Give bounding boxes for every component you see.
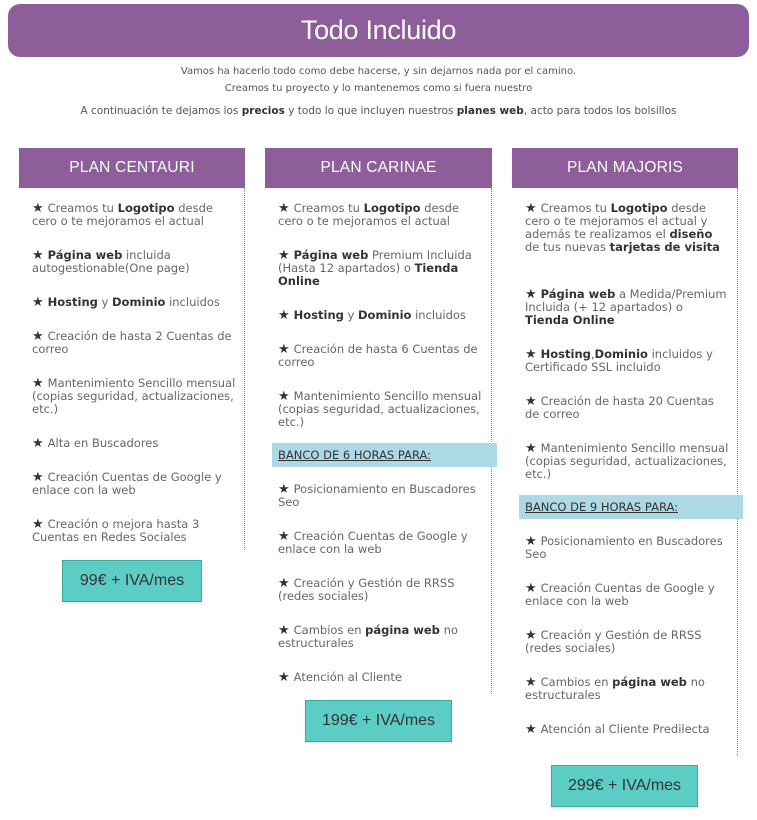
feature-item: ★ Hosting,Dominio incluidos y Certificado SSL incluido <box>525 347 713 374</box>
hours-bank-heading: BANCO DE 9 HORAS PARA: <box>519 495 743 519</box>
star-icon: ★ <box>278 342 290 357</box>
star-icon: ★ <box>278 389 290 404</box>
feature-item: ★ Página web incluida autogestionable(One page) <box>32 248 190 275</box>
feature-item: ★ Cambios en página web no estructurales <box>525 675 705 702</box>
intro-line-3: A continuación te dejamos los precios y todo lo que incluyen nuestros planes web, acto para todos los bolsillos <box>80 105 677 117</box>
star-icon: ★ <box>525 287 537 302</box>
hours-bank-heading: BANCO DE 6 HORAS PARA: <box>272 443 497 467</box>
star-icon: ★ <box>278 576 290 591</box>
feature-item: ★ Mantenimiento Sencillo mensual (copias seguridad, actualizaciones, etc.) <box>278 389 482 429</box>
plan-carinae-card <box>265 148 492 694</box>
feature-item: ★ Creación Cuentas de Google y enlace con la web <box>32 470 222 497</box>
star-icon: ★ <box>32 517 44 532</box>
feature-item: ★ Hosting y Dominio incluidos <box>32 295 220 310</box>
plan-title: PLAN MAJORIS <box>512 148 738 188</box>
feature-item: ★ Creación Cuentas de Google y enlace con la web <box>278 529 468 556</box>
star-icon: ★ <box>32 329 44 344</box>
feature-item: ★ Posicionamiento en Buscadores Seo <box>278 482 476 509</box>
feature-item: ★ Mantenimiento Sencillo mensual (copias seguridad, actualizaciones, etc.) <box>32 376 236 416</box>
star-icon: ★ <box>32 248 44 263</box>
price-button-centauri[interactable]: 99€ + IVA/mes <box>62 560 202 602</box>
plan-title: PLAN CARINAE <box>265 148 492 188</box>
star-icon: ★ <box>525 581 537 596</box>
feature-item: ★ Página web a Medida/Premium Incluida (+ 12 apartados) o Tienda Online <box>525 287 727 327</box>
plan-features <box>265 188 492 694</box>
feature-item: ★ Cambios en página web no estructurales <box>278 623 458 650</box>
feature-item: ★ Posicionamiento en Buscadores Seo <box>525 534 723 561</box>
star-icon: ★ <box>278 670 290 685</box>
star-icon: ★ <box>278 248 290 263</box>
star-icon: ★ <box>525 722 537 737</box>
star-icon: ★ <box>32 295 44 310</box>
star-icon: ★ <box>32 201 44 216</box>
feature-item: ★ Atención al Cliente <box>278 670 402 685</box>
feature-item: ★ Creación de hasta 2 Cuentas de correo <box>32 329 232 356</box>
feature-item: ★ Creación de hasta 6 Cuentas de correo <box>278 342 478 369</box>
feature-item: ★ Creación y Gestión de RRSS (redes sociales) <box>278 576 455 603</box>
star-icon: ★ <box>525 628 537 643</box>
star-icon: ★ <box>278 482 290 497</box>
star-icon: ★ <box>525 347 537 362</box>
plan-features <box>512 188 738 756</box>
plan-features <box>19 188 245 550</box>
feature-item: ★ Mantenimiento Sencillo mensual (copias seguridad, actualizaciones, etc.) <box>525 441 729 481</box>
feature-item: ★ Página web Premium Incluida (Hasta 12 apartados) o Tienda Online <box>278 248 472 288</box>
star-icon: ★ <box>525 394 537 409</box>
star-icon: ★ <box>525 201 537 216</box>
star-icon: ★ <box>278 529 290 544</box>
star-icon: ★ <box>278 308 290 323</box>
star-icon: ★ <box>525 441 537 456</box>
star-icon: ★ <box>32 470 44 485</box>
feature-item: ★ Creación de hasta 20 Cuentas de correo <box>525 394 714 421</box>
feature-item: ★ Creamos tu Logotipo desde cero o te mejoramos el actual <box>32 201 213 228</box>
title-banner <box>8 4 749 57</box>
feature-item: ★ Creamos tu Logotipo desde cero o te mejoramos el actual <box>278 201 459 228</box>
page-title: Todo Incluido <box>300 15 457 45</box>
star-icon: ★ <box>525 675 537 690</box>
feature-item: ★ Creamos tu Logotipo desde cero o te mejoramos el actual y además te realizamos el diseño de tus nuevas tarjetas de visita <box>525 201 720 254</box>
star-icon: ★ <box>278 201 290 216</box>
plan-title: PLAN CENTAURI <box>19 148 245 188</box>
star-icon: ★ <box>32 376 44 391</box>
price-button-carinae[interactable]: 199€ + IVA/mes <box>305 700 452 742</box>
feature-item: ★ Atención al Cliente Predilecta <box>525 722 710 737</box>
star-icon: ★ <box>32 436 44 451</box>
feature-item: ★ Creación o mejora hasta 3 Cuentas en Redes Sociales <box>32 517 200 544</box>
feature-item: ★ Creación y Gestión de RRSS (redes sociales) <box>525 628 702 655</box>
feature-item: ★ Creación Cuentas de Google y enlace con la web <box>525 581 715 608</box>
plan-majoris-card <box>512 148 738 756</box>
feature-item: ★ Hosting y Dominio incluidos <box>278 308 466 323</box>
plan-centauri-card <box>19 148 245 550</box>
star-icon: ★ <box>525 534 537 549</box>
intro-line-1: Vamos ha hacerlo todo como debe hacerse, y sin dejarnos nada por el camino. <box>180 66 577 77</box>
price-button-majoris[interactable]: 299€ + IVA/mes <box>551 765 698 807</box>
feature-item: ★ Alta en Buscadores <box>32 436 159 451</box>
intro-line-2: Creamos tu proyecto y lo mantenemos como si fuera nuestro <box>224 83 533 94</box>
star-icon: ★ <box>278 623 290 638</box>
